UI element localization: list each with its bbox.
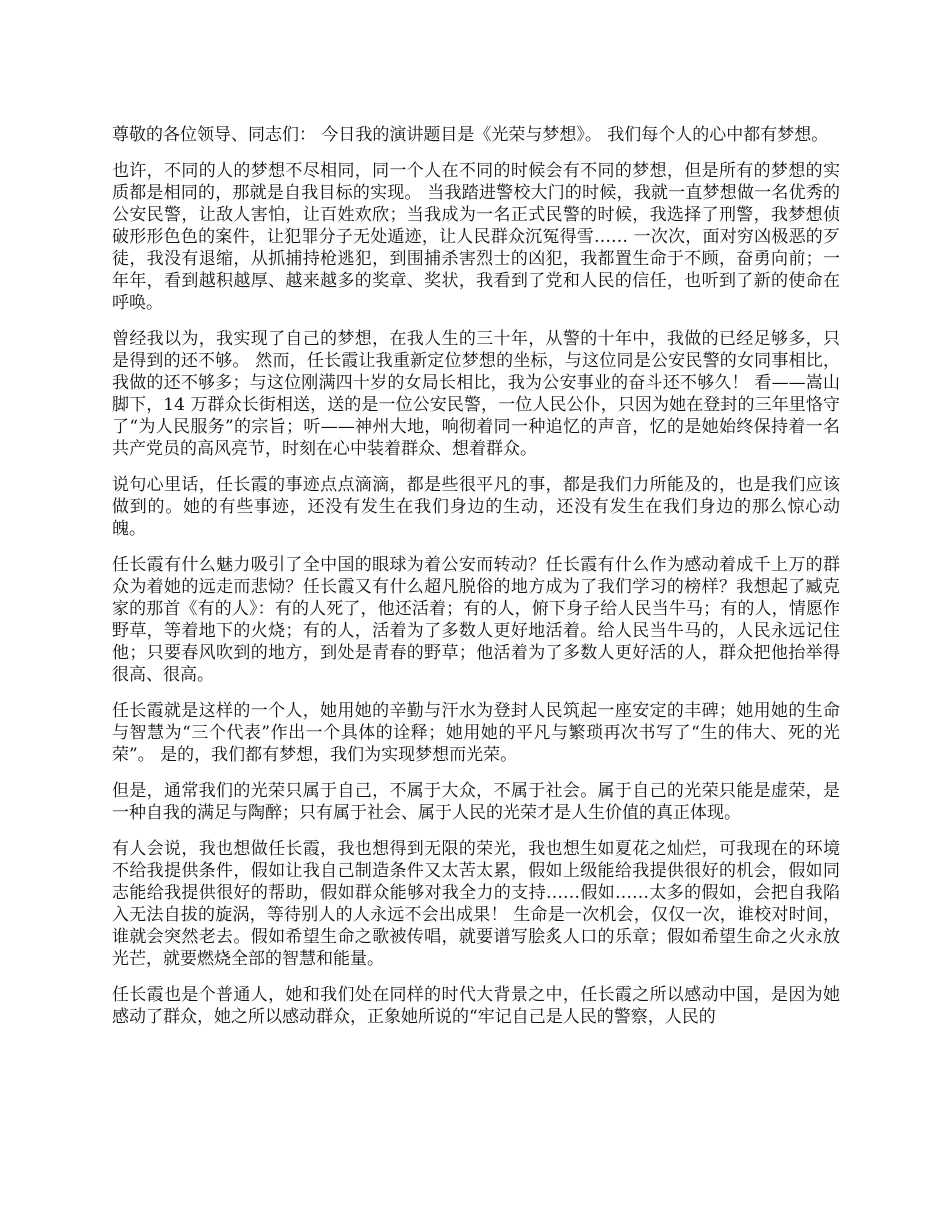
- paragraph-ordinary-person: 任长霞也是个普通人，她和我们处在同样的时代大背景之中，任长霞之所以感动中国，是因为她感动了群众，她之所以感动群众，正象她所说的“牢记自己是人民的警察，人民的: [112, 985, 840, 1027]
- paragraph-charisma: 任长霞有什么魅力吸引了全中国的眼球为着公安而转动？任长霞有什么作为感动着成千上万的群众为着她的远走而悲恸？任长霞又有什么超凡脱俗的地方成为了我们学习的榜样？我想起了臧克家的那首《有的人》：有的人死了，他还活着；有的人，俯下身子给人民当牛马；有的人，情愿作野草，等着地下的火烧；有的人，活着为了多数人更好地活着。给人民当牛马的，人民永远记住他；只要春风吹到的地方，到处是青春的野草；他活着为了多数人更好活的人，群众把他抬举得很高、很高。: [112, 555, 840, 685]
- paragraph-greeting: 尊敬的各位领导、同志们： 今日我的演讲题目是《光荣与梦想》。 我们每个人的心中都有梦想。: [112, 125, 829, 145]
- paragraph-glory: 但是，通常我们的光荣只属于自己，不属于大众，不属于社会。属于自己的光荣只能是虚荣，是一种自我的满足与陶醉；只有属于社会、属于人民的光荣才是人生价值的真正体现。: [112, 781, 840, 823]
- paragraph-conditions: 有人会说，我也想做任长霞，我也想得到无限的荣光，我也想生如夏花之灿烂，可我现在的环境不给我提供条件，假如让我自己制造条件又太苦太累，假如上级能给我提供很好的机会，假如同志能给我提供很好的帮助，假如群众能够对我全力的支持……假如……太多的假如，会把自我陷入无法自拔的旋涡，等待别人的人永远不会出成果！ 生命是一次机会，仅仅一次，谁校对时间，谁就会突然老去。假如希望生命之歌被传唱，就要谱写脍炙人口的乐章；假如希望生命之火永放光芒，就要燃烧全部的智慧和能量。: [112, 839, 840, 969]
- paragraph-monument: 任长霞就是这样的一个人，她用她的辛勤与汗水为登封人民筑起一座安定的丰碑；她用她的生命与智慧为“三个代表”作出一个具体的诠释；她用她的平凡与繁琐再次书写了“生的伟大、死的光荣”。 是的，我们都有梦想，我们为实现梦想而光荣。: [112, 701, 840, 765]
- document-body: [112, 124, 840, 1042]
- paragraph-ordinary-deeds: 说句心里话，任长霞的事迹点点滴滴，都是些很平凡的事，都是我们力所能及的，也是我们应该做到的。她的有些事迹，还没有发生在我们身边的生动，还没有发生在我们身边的那么惊心动魄。: [112, 475, 840, 539]
- paragraph-comparison: 曾经我以为，我实现了自己的梦想，在我人生的三十年，从警的十年中，我做的已经足够多，只是得到的还不够。 然而，任长霞让我重新定位梦想的坐标，与这位同是公安民警的女同事相比，我做的还不够多；与这位刚满四十岁的女局长相比，我为公安事业的奋斗还不够久！ 看——嵩山脚下，14 万群众长街相送，送的是一位公安民警，一位人民公仆，只因为她在登封的三年里恪守了“为人民服务”的宗旨；听——神州大地，响彻着同一种追忆的声音，忆的是她始终保持着一名共产党员的高风亮节，时刻在心中装着群众、想着群众。: [112, 329, 840, 459]
- paragraph-dream-reality: 也许，不同的人的梦想不尽相同，同一个人在不同的时候会有不同的梦想，但是所有的梦想的实质都是相同的，那就是自我目标的实现。 当我踏进警校大门的时候，我就一直梦想做一名优秀的公安民警，让敌人害怕，让百姓欢欣；当我成为一名正式民警的时候，我选择了刑警，我梦想侦破形形色色的案件，让犯罪分子无处遁迹，让人民群众沉冤得雪…… 一次次，面对穷凶极恶的歹徒，我没有退缩，从抓捕持枪逃犯，到围捕杀害烈士的凶犯，我都置生命于不顾，奋勇向前；一年年，看到越积越厚、越来越多的奖章、奖状，我看到了党和人民的信任，也听到了新的使命在呼唤。: [112, 161, 840, 313]
